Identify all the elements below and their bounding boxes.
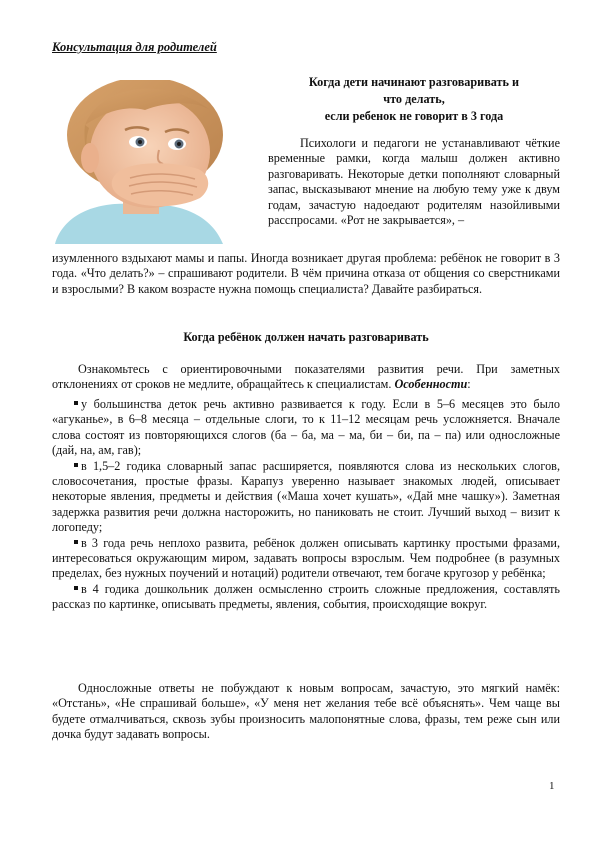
child-photo-illustration [45, 80, 225, 244]
list-item-text: у большинства деток речь активно развивается к году. Если в 5–6 месяцев это было «агуканье», в 6–8 месяца – отдельные слоги, то к 11–12 месяцам речь усложняется. Вначале слова состоят из повторяющихся слогов (ба – ба, ма – ма, би – би, па – па) или односложные (дай, на, ам, гав); [52, 397, 560, 458]
list-item-text: в 1,5–2 годика словарный запас расширяется, появляются слова из нескольких слогов, словосочетания, простые фразы. Карапуз уверенно называет знакомых людей, описывает некоторые явления, предметы и действия («Маша хочет кушать», «Дай мне чашку»). Заметная задержка развития речи должна насторожить, но паниковать не стоит. Лучший выход – визит к логопеду; [52, 458, 560, 535]
list-item [52, 459, 560, 536]
child-photo [45, 80, 225, 244]
closing-paragraph: Односложные ответы не побуждают к новым вопросам, зачастую, это мягкий намёк: «Отстань», «Не спрашивай больше», «У меня нет желания тебе всё объяснять». Чем чаще вы будете отмалчиваться, сквозь зубы произносить малопонятные слова, фразы, тем реже сын или дочка будут задавать вопросы. [52, 681, 560, 742]
document-heading: Консультация для родителей [52, 40, 217, 54]
bullet-square-icon [74, 401, 78, 405]
bullet-square-icon [74, 586, 78, 590]
title-line-3: если ребенок не говорит в 3 года [324, 109, 504, 123]
list-item [52, 397, 560, 459]
section-intro-paragraph [52, 362, 560, 393]
section-intro-emphasis: Особенности [394, 377, 468, 392]
list-item [52, 536, 560, 582]
intro-paragraph-top: Психологи и педагоги не устанавливают чёткие временные рамки, когда малыш должен активно разговаривать. Некоторые детки пополняют словарный запас, высказывают мнение на любую тему уже к двум годам, зачастую надоедают родителям назойливыми расспросами. «Рот не закрывается», – [268, 136, 560, 228]
bullet-square-icon [74, 463, 78, 467]
section-intro-tail: : [467, 377, 471, 392]
milestones-list [52, 397, 560, 613]
article-title [268, 74, 560, 125]
title-line-1: Когда дети начинают разговаривать и [308, 75, 520, 89]
list-item-text: в 3 года речь неплохо развита, ребёнок должен описывать картинку простыми фразами, интересоваться окружающим миром, задавать вопросы взрослым. Чем подробнее (в разумных пределах, без нужных поучений и нотаций) родители отвечают, тем богаче кругозор у ребёнка; [52, 535, 560, 581]
title-line-2: что делать, [383, 92, 445, 106]
page-number: 1 [549, 780, 555, 792]
list-item [52, 582, 560, 613]
list-item-text: в 4 годика дошкольник должен осмысленно строить сложные предложения, составлять рассказ по картинке, описывать предметы, явления, события, происходящие вокруг. [52, 581, 560, 612]
section-intro-text: Ознакомьтесь с ориентировочными показателями развития речи. При заметных отклонениях от сроков не медлите, обращайтесь к специалистам. [52, 362, 560, 392]
bullet-square-icon [74, 540, 78, 544]
section-heading: Когда ребёнок должен начать разговаривать [183, 330, 429, 344]
intro-paragraph-continued: изумленного вздыхают мамы и папы. Иногда возникает другая проблема: ребёнок не говорит в 3 года. «Что делать?» – спрашивают родители. В чём причина отказа от общения со сверстниками и взрослыми? В каком возрасте нужна помощь специалиста? Давайте разбираться. [52, 251, 560, 296]
